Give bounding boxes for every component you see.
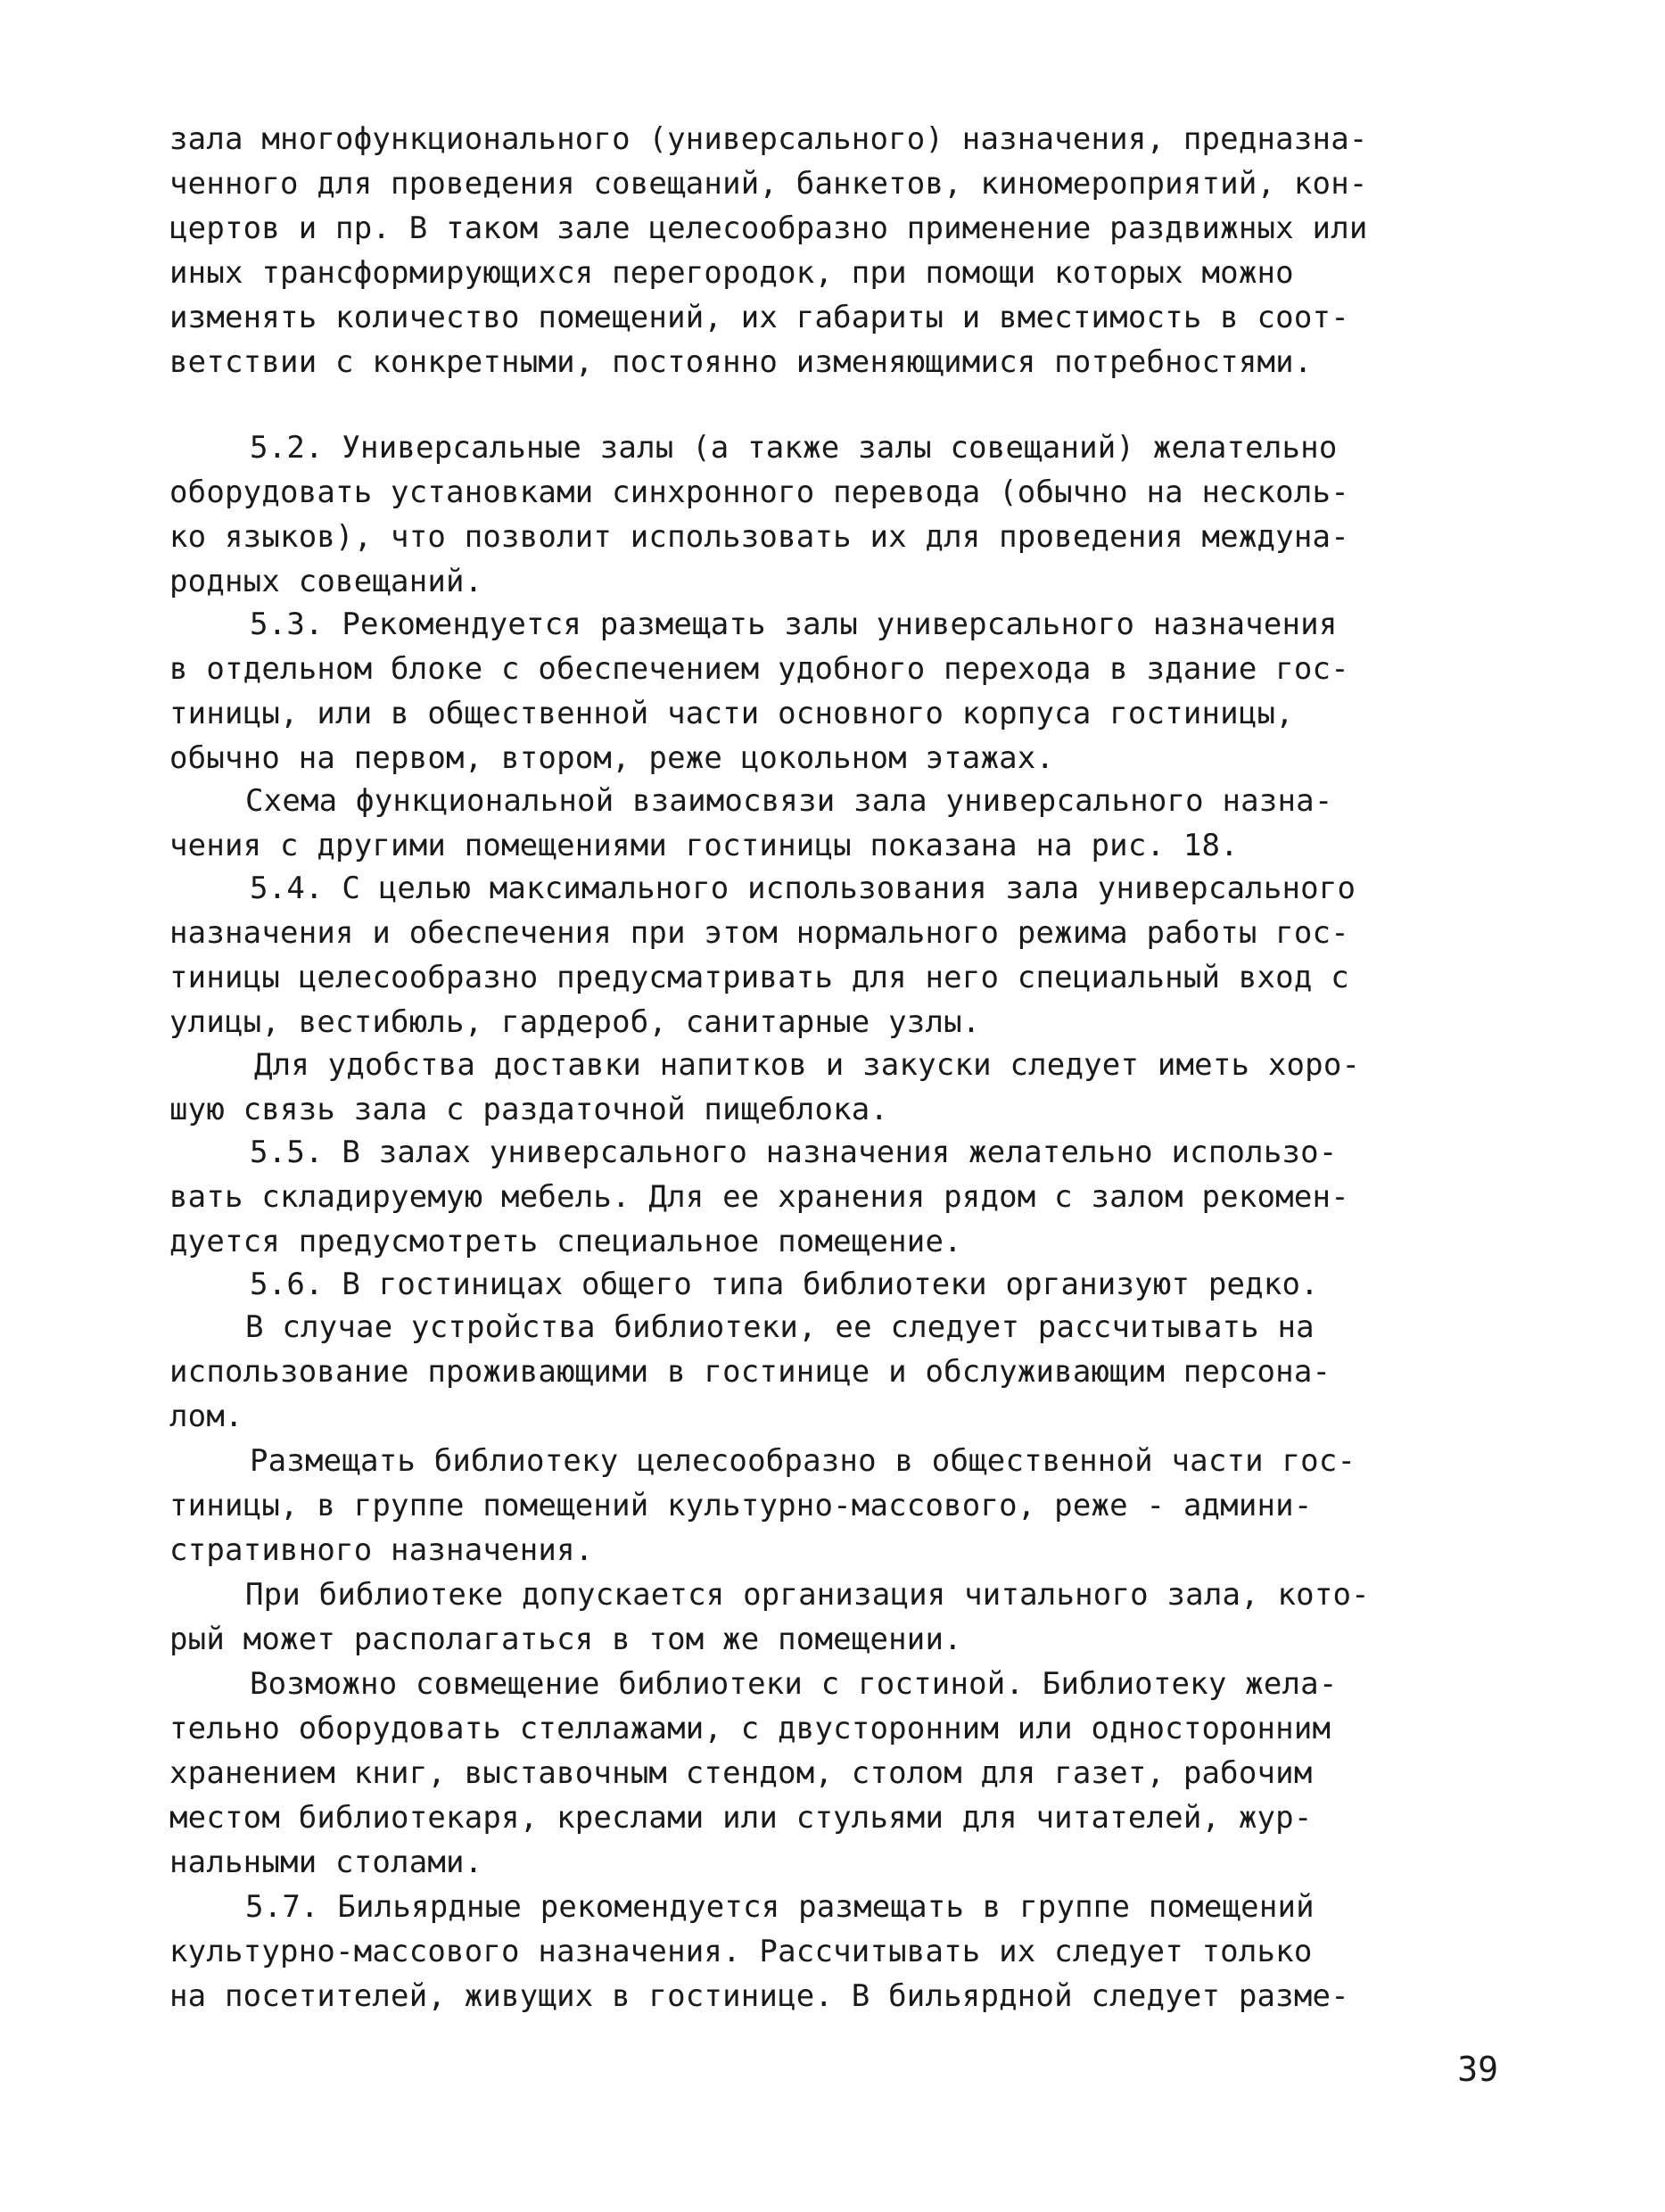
text-line: ченного для проведения совещаний, банкетов, киномероприятий, кон- [169, 166, 1368, 202]
text-line: цертов и пр. В таком зале целесообразно применение раздвижных или [169, 210, 1368, 246]
page-number: 39 [1457, 2050, 1498, 2089]
text-line: тиницы, или в общественной части основного корпуса гостиницы, [169, 696, 1294, 731]
text-line: ветствии с конкретными, постоянно изменяющимися потребностями. [169, 344, 1313, 380]
text-line: В случае устройства библиотеки, ее следует рассчитывать на [245, 1309, 1315, 1345]
text-line: 5.6. В гостиницах общего типа библиотеки организуют редко. [250, 1267, 1319, 1302]
text-line: вать складируемую мебель. Для ее хранения рядом с залом рекомен- [169, 1179, 1349, 1215]
text-line: хранением книг, выставочным стендом, столом для газет, рабочим [169, 1755, 1313, 1791]
text-line: назначения и обеспечения при этом нормального режима работы гос- [169, 915, 1349, 951]
text-line: 5.4. С целью максимального использования зала универсального [250, 871, 1356, 906]
text-line: стративного назначения. [169, 1532, 594, 1568]
text-line: Для удобства доставки напитков и закуски следует иметь хоро- [254, 1047, 1361, 1083]
text-line: дуется предусмотреть специальное помещение. [169, 1224, 962, 1259]
text-line: улицы, вестибюль, гардероб, санитарные узлы. [169, 1004, 981, 1040]
text-line: на посетителей, живущих в гостинице. В бильярдной следует разме- [169, 1978, 1349, 2014]
text-line: Схема функциональной взаимосвязи зала универсального назна- [245, 783, 1333, 819]
text-line: иных трансформирующихся перегородок, при помощи которых можно [169, 255, 1294, 291]
text-line: Размещать библиотеку целесообразно в общественной части гос- [250, 1443, 1356, 1479]
text-line: обычно на первом, втором, реже цокольном этажах. [169, 740, 1055, 776]
text-line: культурно-массового назначения. Рассчитывать их следует только [169, 1934, 1313, 1969]
text-line: При библиотеке допускается организация читального зала, кото- [245, 1577, 1370, 1613]
text-line: 5.7. Бильярдные рекомендуется размещать в группе помещений [245, 1889, 1315, 1925]
text-line: зала многофункционального (универсального) назначения, предназна- [169, 121, 1368, 157]
text-line: оборудовать установками синхронного перевода (обычно на несколь- [169, 475, 1349, 510]
text-line: ко языков), что позволит использовать их для проведения междуна- [169, 519, 1349, 555]
text-line: шую связь зала с раздаточной пищеблока. [169, 1092, 889, 1127]
text-line: лом. [169, 1399, 243, 1434]
text-line: нальными столами. [169, 1845, 483, 1880]
text-line: использование проживающими в гостинице и обслуживающим персона- [169, 1354, 1331, 1390]
text-line: в отдельном блоке с обеспечением удобного перехода в здание гос- [169, 651, 1349, 687]
text-line: рый может располагаться в том же помещении. [169, 1622, 962, 1657]
text-line: Возможно совмещение библиотеки с гостиной. Библиотеку жела- [250, 1666, 1338, 1702]
text-line: 5.5. В залах универсального назначения желательно использо- [250, 1135, 1338, 1170]
text-line: 5.2. Универсальные залы (а также залы совещаний) желательно [250, 430, 1338, 466]
text-line: тельно оборудовать стеллажами, с двусторонним или односторонним [169, 1711, 1331, 1746]
text-line: родных совещаний. [169, 564, 483, 599]
text-line: тиницы целесообразно предусматривать для него специальный вход с [169, 960, 1349, 995]
text-line: чения с другими помещениями гостиницы показана на рис. 18. [169, 828, 1239, 863]
text-line: местом библиотекаря, креслами или стульями для читателей, жур- [169, 1800, 1313, 1836]
text-line: изменять количество помещений, их габариты и вместимость в соот- [169, 300, 1349, 335]
text-line: 5.3. Рекомендуется размещать залы универсального назначения [250, 607, 1338, 642]
text-line: тиницы, в группе помещений культурно-массового, реже - админи- [169, 1488, 1313, 1523]
